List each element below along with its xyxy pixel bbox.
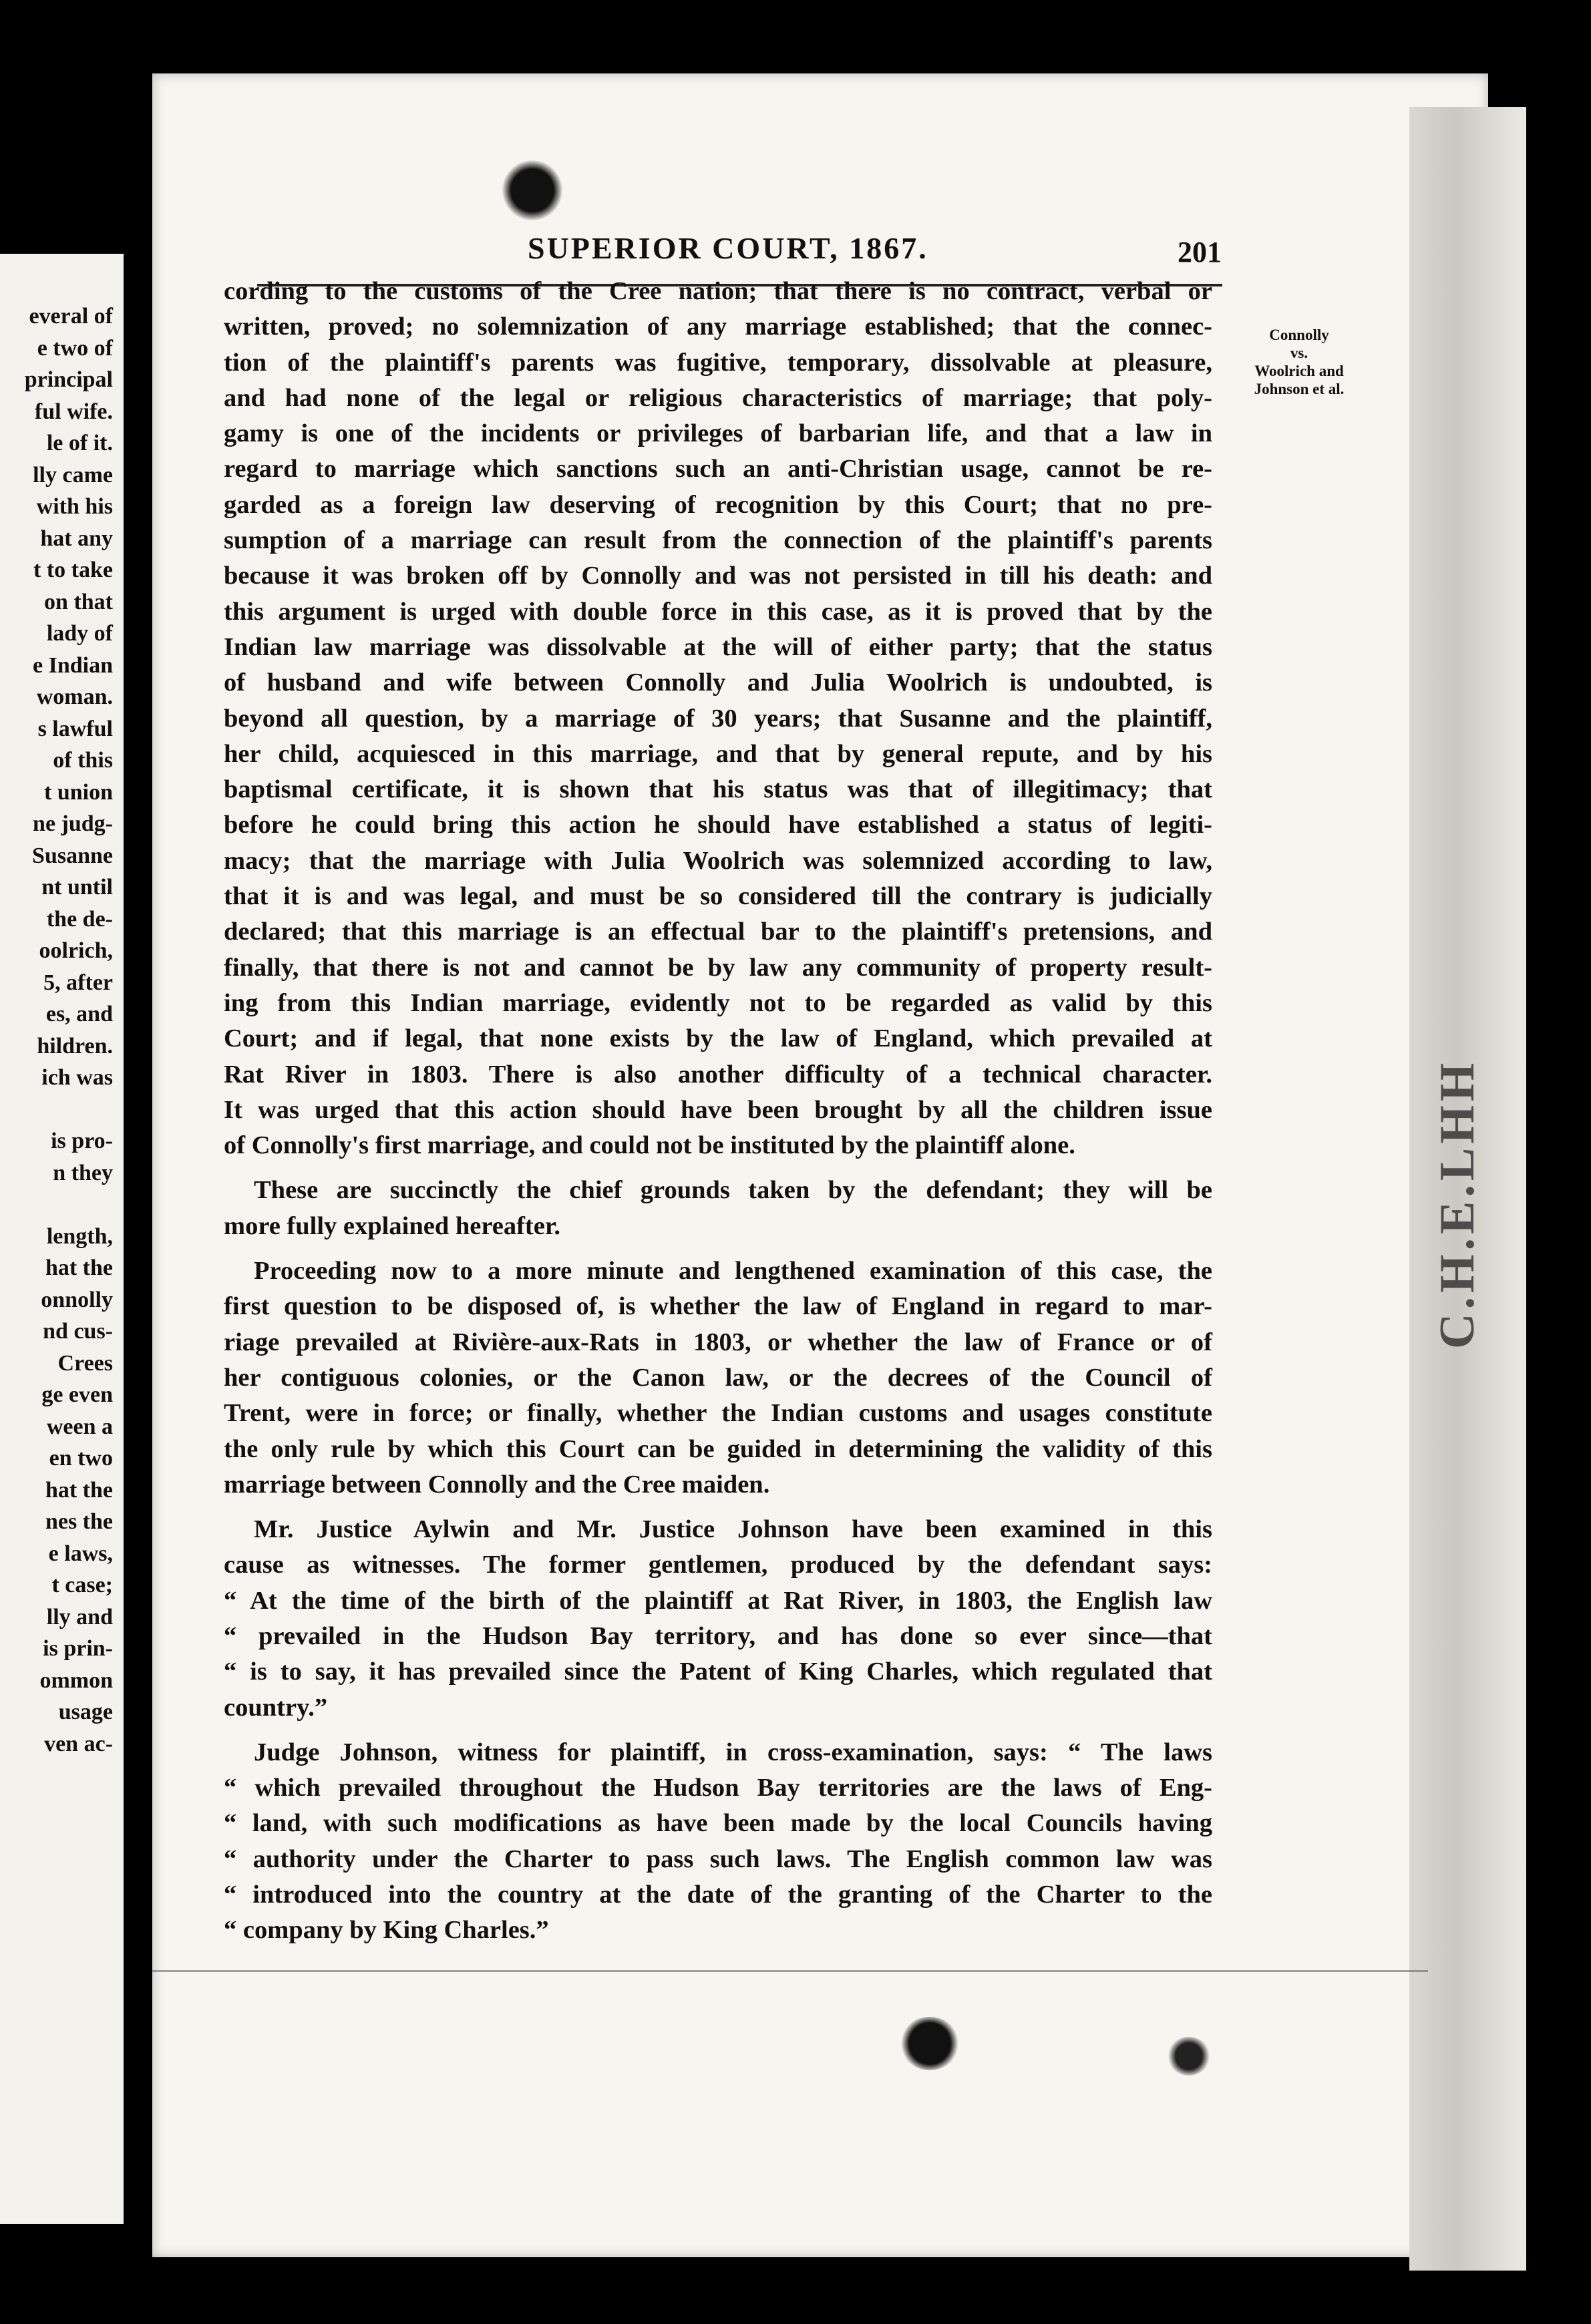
paragraph-gap <box>224 1244 1212 1253</box>
text-line: garded as a foreign law deserving of recognition by this Court; that no pre- <box>224 490 1212 519</box>
text-line: “ is to say, it has prevailed since the Patent of King Charles, which regulated that <box>224 1658 1212 1686</box>
left-page-line: nt until <box>41 875 113 900</box>
text-line: baptismal certificate, it is shown that his status was that of illegitimacy; that <box>224 775 1212 804</box>
text-line: sumption of a marriage can result from the connection of the plaintiff's parents <box>224 526 1212 555</box>
left-page-line: hat any <box>40 526 113 551</box>
left-page-line: t union <box>44 779 113 805</box>
left-page-line: hat the <box>45 1255 113 1280</box>
adjacent-page-fragment <box>0 254 124 2224</box>
text-line: first question to be disposed of, is whether the law of England in regard to mar- <box>224 1292 1212 1321</box>
text-line: Judge Johnson, witness for plaintiff, in cross-examination, says: “ The laws <box>254 1738 1212 1766</box>
left-page-line: lly came <box>33 462 113 488</box>
text-line: the only rule by which this Court can be guided in determining the validity of this <box>224 1434 1212 1463</box>
left-page-line: woman. <box>36 685 113 709</box>
text-line: marriage between Connolly and the Cree maiden. <box>224 1470 770 1499</box>
left-page-line: principal <box>24 367 113 392</box>
left-page-line: t to take <box>33 558 113 582</box>
text-line: Court; and if legal, that none exists by the law of England, which prevailed at <box>224 1024 1212 1053</box>
left-page-line: ful wife. <box>34 399 113 424</box>
text-line: this argument is urged with double force in this case, as it is proved that by the <box>224 597 1212 626</box>
text-line: “ authority under the Charter to pass such laws. The English common law was <box>224 1845 1212 1873</box>
left-page-line: is pro- <box>51 1129 113 1153</box>
left-page-line: e two of <box>37 335 113 361</box>
left-page-line: ne judg- <box>33 811 113 836</box>
left-page-line: hildren. <box>37 1033 113 1058</box>
page-number: 201 <box>1178 236 1222 268</box>
text-line: These are succinctly the chief grounds taken by the defendant; they will be <box>254 1176 1212 1205</box>
text-line: riage prevailed at Rivière-aux-Rats in 1803, or whether the law of France or of <box>224 1328 1212 1356</box>
left-page-line: e laws, <box>48 1541 113 1566</box>
left-page-line: nes the <box>45 1509 113 1534</box>
left-page-line: nd cus- <box>43 1319 113 1344</box>
left-page-line: with his <box>36 494 113 519</box>
text-line: Rat River in 1803. There is also another difficulty of a technical character. <box>224 1060 1212 1089</box>
text-line: “ land, with such modifications as have been made by the local Councils having <box>224 1809 1212 1838</box>
left-page-line: lady of <box>46 621 113 646</box>
left-page-line: everal of <box>29 304 113 329</box>
margin-note-line: Woolrich and <box>1254 363 1344 379</box>
text-line: ing from this Indian marriage, evidently not to be regarded as valid by this <box>224 988 1212 1017</box>
left-page-line: is prin- <box>43 1636 113 1661</box>
margin-note <box>1222 326 1376 398</box>
text-line: declared; that this marriage is an effectual bar to the plaintiff's pretensions, and <box>224 918 1212 946</box>
text-line: that it is and was legal, and must be so considered till the contrary is judicially <box>224 882 1212 911</box>
text-line: “ which prevailed throughout the Hudson Bay territories are the laws of Eng- <box>224 1774 1212 1802</box>
left-page-line: hat the <box>45 1477 113 1503</box>
text-line: and had none of the legal or religious characteristics of marriage; that poly- <box>224 383 1212 412</box>
left-page-line: usage <box>58 1700 113 1724</box>
left-page-line: lly and <box>46 1604 113 1629</box>
left-page-line: ge even <box>41 1382 113 1407</box>
left-page-line: ven ac- <box>44 1731 113 1756</box>
text-line: country.” <box>224 1693 328 1722</box>
left-page-line: es, and <box>45 1002 113 1026</box>
left-page-line: ich was <box>41 1065 113 1090</box>
left-page-line: oolrich, <box>39 938 113 963</box>
paragraph-gap <box>224 1163 1212 1173</box>
left-page-line: ween a <box>46 1414 113 1439</box>
left-page-line: s lawful <box>37 716 113 741</box>
margin-note-line: vs. <box>1290 345 1308 361</box>
left-page-line: length, <box>46 1223 113 1249</box>
text-line: “ company by King Charles.” <box>224 1916 549 1945</box>
ink-blot <box>900 2017 959 2070</box>
text-line: written, proved; no solemnization of any marriage established; that the connec- <box>224 313 1212 341</box>
left-page-line: le of it. <box>46 431 113 455</box>
page-edge-stamp: C.H.E.LHH <box>1430 1058 1485 1349</box>
text-line: beyond all question, by a marriage of 30 years; that Susanne and the plaintiff, <box>224 704 1212 733</box>
left-page-line: n they <box>53 1160 113 1185</box>
text-line: “ At the time of the birth of the plaintiff at Rat River, in 1803, the English law <box>224 1586 1212 1615</box>
text-line: cording to the customs of the Cree nation; that there is no contract, verbal or <box>224 277 1212 305</box>
bottom-rule <box>152 1970 1428 1972</box>
margin-note-line: Connolly <box>1269 327 1329 343</box>
text-line: her contiguous colonies, or the Canon law, or the decrees of the Council of <box>224 1363 1212 1392</box>
ink-blot <box>502 160 562 220</box>
text-line: “ prevailed in the Hudson Bay territory, and has done so ever since—that <box>224 1621 1212 1650</box>
text-line: more fully explained hereafter. <box>224 1211 560 1240</box>
text-line: tion of the plaintiff's parents was fugitive, temporary, dissolvable at pleasure, <box>224 348 1212 377</box>
text-line: macy; that the marriage with Julia Woolrich was solemnized according to law, <box>224 846 1212 875</box>
text-line: before he could bring this action he should have established a status of legiti- <box>224 811 1212 839</box>
left-page-line: t case; <box>51 1573 113 1597</box>
body-text <box>224 274 1212 1949</box>
text-line: her child, acquiesced in this marriage, and that by general repute, and by his <box>224 739 1212 768</box>
text-line: Trent, were in force; or finally, whether the Indian customs and usages constitute <box>224 1399 1212 1428</box>
running-head: SUPERIOR COURT, 1867. <box>528 231 928 265</box>
left-page-line: on that <box>44 589 113 614</box>
text-line: gamy is one of the incidents or privileges of barbarian life, and that a law in <box>224 419 1212 448</box>
left-page-line: Susanne <box>32 843 113 868</box>
left-page-line: e Indian <box>33 652 113 678</box>
left-page-line: 5, after <box>43 970 113 995</box>
text-line: cause as witnesses. The former gentlemen, produced by the defendant says: <box>224 1551 1212 1579</box>
text-line: Mr. Justice Aylwin and Mr. Justice Johnson have been examined in this <box>254 1515 1212 1544</box>
paragraph-gap <box>224 1726 1212 1735</box>
left-page-line: en two <box>49 1446 113 1471</box>
text-line: because it was broken off by Connolly and was not persisted in till his death: and <box>224 562 1212 590</box>
left-page-line: ommon <box>39 1668 113 1693</box>
left-page-line: onnolly <box>41 1287 113 1312</box>
left-page-line: the de- <box>46 906 113 932</box>
text-line: of Connolly's first marriage, and could not be instituted by the plaintiff alone. <box>224 1131 1075 1160</box>
text-line: of husband and wife between Connolly and Julia Woolrich is undoubted, is <box>224 668 1212 697</box>
text-line: regard to marriage which sanctions such an anti-Christian usage, cannot be re- <box>224 455 1212 483</box>
text-line: “ introduced into the country at the date of the granting of the Charter to the <box>224 1881 1212 1909</box>
text-line: finally, that there is not and cannot be by law any community of property result- <box>224 953 1212 982</box>
text-line: Proceeding now to a more minute and lengthened examination of this case, the <box>254 1257 1212 1286</box>
left-page-line: Crees <box>57 1350 113 1376</box>
left-page-line: of this <box>53 748 113 773</box>
paragraph-gap <box>224 1503 1212 1512</box>
margin-note-line: Johnson et al. <box>1254 381 1345 397</box>
text-line: Indian law marriage was dissolvable at the will of either party; that the status <box>224 632 1212 661</box>
text-line: It was urged that this action should have been brought by all the children issue <box>224 1095 1212 1124</box>
ink-blot <box>1168 2037 1210 2076</box>
